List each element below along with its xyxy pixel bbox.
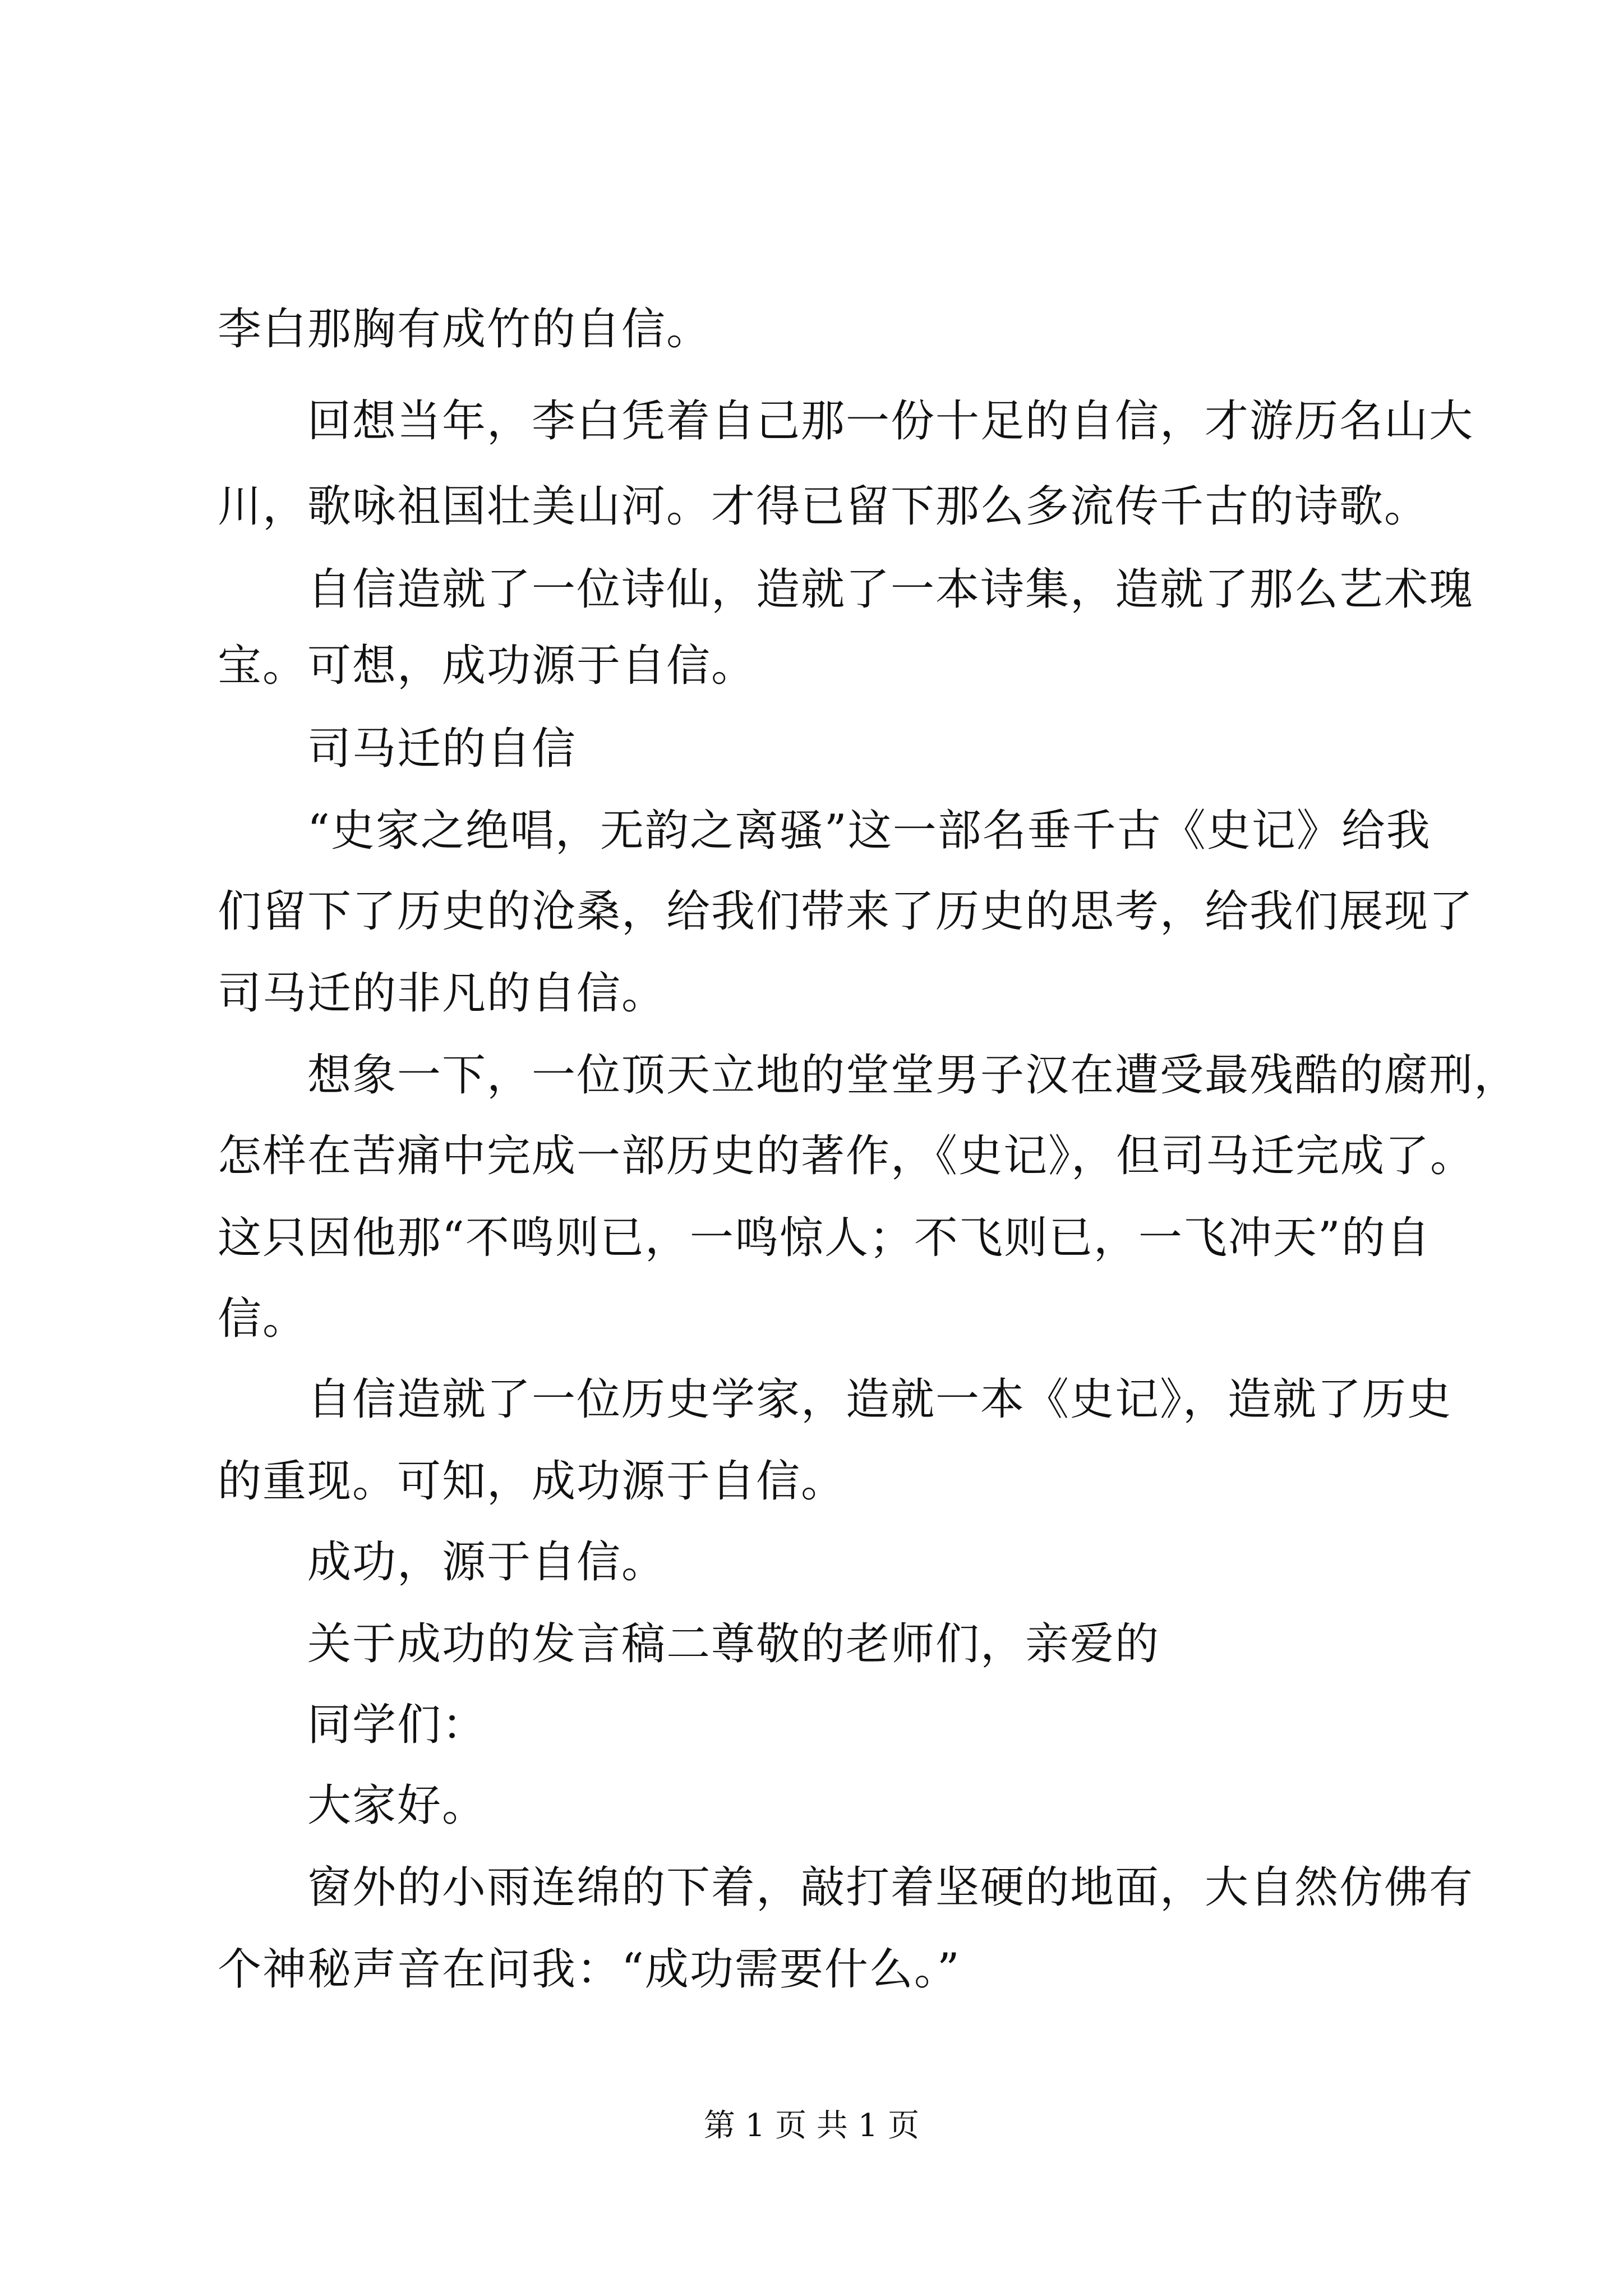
text-line: 关于成功的发言稿二尊敬的老师们，亲爱的 bbox=[307, 1619, 1160, 1669]
text-line: 同学们： bbox=[307, 1700, 487, 1750]
text-line: 信。 bbox=[218, 1294, 308, 1344]
text-line: 们留下了历史的沧桑，给我们带来了历史的思考，给我们展现了 bbox=[218, 886, 1474, 937]
text-line: 成功，源于自信。 bbox=[307, 1537, 667, 1588]
text-line: 怎样在苦痛中完成一部历史的著作，《史记》，但司马迁完成了。 bbox=[218, 1131, 1476, 1181]
text-line: 回想当年，李白凭着自己那一份十足的自信，才游历名山大 bbox=[307, 396, 1474, 447]
text-line: 窗外的小雨连绵的下着，敲打着坚硬的地面，大自然仿佛有 bbox=[307, 1862, 1474, 1913]
text-line: 的重现。可知，成功源于自信。 bbox=[218, 1456, 846, 1507]
text-line: 个神秘声音在问我：“成功需要什么。” bbox=[218, 1944, 961, 1995]
text-line: 自信造就了一位诗仙，造就了一本诗集，造就了那么艺术瑰 bbox=[307, 564, 1474, 615]
text-line: “史家之绝唱，无韵之离骚”这一部名垂千古《史记》给我 bbox=[307, 806, 1431, 856]
text-line: 李白那胸有成竹的自信。 bbox=[218, 304, 712, 355]
page-number-footer: 第 1 页 共 1 页 bbox=[703, 2108, 920, 2144]
text-line: 这只因他那“不鸣则已，一鸣惊人；不飞则已，一飞冲天”的自 bbox=[218, 1213, 1431, 1263]
text-line: 川，歌咏祖国壮美山河。才得已留下那么多流传千古的诗歌。 bbox=[218, 481, 1430, 532]
text-line: 宝。可想，成功源于自信。 bbox=[218, 641, 757, 691]
text-line: 司马迁的自信 bbox=[307, 724, 577, 774]
text-line: 司马迁的非凡的自信。 bbox=[218, 968, 667, 1019]
text-line: 大家好。 bbox=[307, 1780, 487, 1831]
text-line: 想象一下，一位顶天立地的堂堂男子汉在遭受最残酷的腐刑， bbox=[307, 1050, 1519, 1101]
text-line: 自信造就了一位历史学家，造就一本《史记》，造就了历史 bbox=[307, 1374, 1453, 1425]
